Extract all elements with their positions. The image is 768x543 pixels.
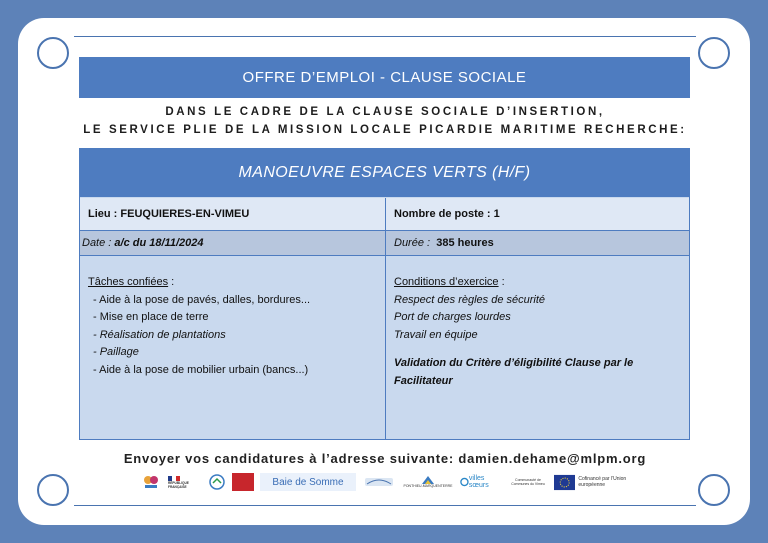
list-item: Port de charges lourdes	[394, 311, 511, 323]
date-label: Date :	[82, 237, 112, 249]
bottom-border-line	[74, 505, 696, 506]
date-value: a/c du 18/11/2024	[114, 237, 204, 249]
corner-circle-top-left	[37, 37, 69, 69]
lieu-cell	[80, 198, 385, 230]
nombre-poste-cell	[386, 198, 689, 230]
list-item: - Aide à la pose de pavés, dalles, bordures...	[93, 293, 311, 306]
corner-circle-bottom-left	[37, 474, 69, 506]
date-cell	[80, 231, 385, 255]
job-table	[79, 148, 690, 440]
footer-contact: Envoyer vos candidatures à l’adresse suivante: damien.dehame@mlpm.org	[123, 451, 647, 466]
column-divider	[385, 198, 386, 439]
taches-heading-text: Tâches confiées	[88, 276, 169, 288]
list-item: - Réalisation de plantations	[93, 328, 226, 341]
list-item: - Paillage	[93, 346, 139, 358]
duree-label: Durée :	[394, 237, 431, 249]
list-item: - Aide à la pose de mobilier urbain (bancs...)	[93, 363, 309, 376]
intro-line-2: LE SERVICE PLIE DE LA MISSION LOCALE PICARDIE MARITIME RECHERCHE:	[83, 124, 687, 136]
lieu-text: Lieu : FEUQUIERES-EN-VIMEU	[88, 208, 250, 220]
list-item: Respect des règles de sécurité	[394, 293, 546, 306]
taches-heading	[88, 274, 385, 292]
job-title: MANOEUVRE ESPACES VERTS (H/F)	[80, 149, 689, 197]
conditions-cell	[386, 256, 689, 439]
partner-logo-4	[232, 473, 254, 491]
banner-title: OFFRE D’EMPLOI - CLAUSE SOCIALE	[79, 57, 690, 98]
corner-circle-top-right	[698, 37, 730, 69]
duree-cell	[386, 231, 689, 255]
nombre-poste-text: Nombre de poste : 1	[394, 208, 500, 220]
ponthieu-text: PONTHIEU-MARQUENTERRE	[403, 484, 453, 488]
eu-text: Cofinancé par l’Union européenne	[578, 476, 627, 488]
taches-cell	[80, 256, 385, 439]
partner-logo-1	[140, 473, 162, 491]
ponthieu-marquenterre-logo	[402, 473, 454, 491]
eu-logo	[554, 473, 646, 491]
duree-value: 385 heures	[436, 237, 494, 249]
baie-de-somme-text: Baie de Somme	[272, 476, 344, 488]
conditions-heading	[394, 274, 683, 292]
republique-logo	[168, 473, 202, 491]
partner-logo-6	[362, 473, 396, 491]
validation-text: Validation du Critère d’éligibilité Clause par le Facilitateur	[394, 357, 634, 387]
republique-text: RÉPUBLIQUE FRANÇAISE	[168, 480, 189, 489]
list-item: - Mise en place de terre	[93, 311, 209, 323]
corner-circle-bottom-right	[698, 474, 730, 506]
vimeu-text: Communauté de Communes du Vimeu	[511, 478, 545, 486]
taches-heading-suffix: :	[168, 276, 175, 288]
partner-logos	[140, 472, 646, 492]
intro-line-1: DANS LE CADRE DE LA CLAUSE SOCIALE D’INSERTION,	[165, 106, 605, 118]
partner-logo-3	[208, 473, 226, 491]
list-item: Travail en équipe	[394, 328, 478, 341]
baie-de-somme-logo	[260, 473, 356, 491]
vimeu-logo	[508, 473, 548, 491]
conditions-heading-suffix: :	[498, 276, 505, 288]
villes-soeurs-logo	[460, 473, 502, 491]
villes-soeurs-text: villes sœurs	[468, 475, 489, 489]
top-border-line	[74, 36, 696, 37]
conditions-heading-text: Conditions d’exercice	[394, 276, 499, 288]
